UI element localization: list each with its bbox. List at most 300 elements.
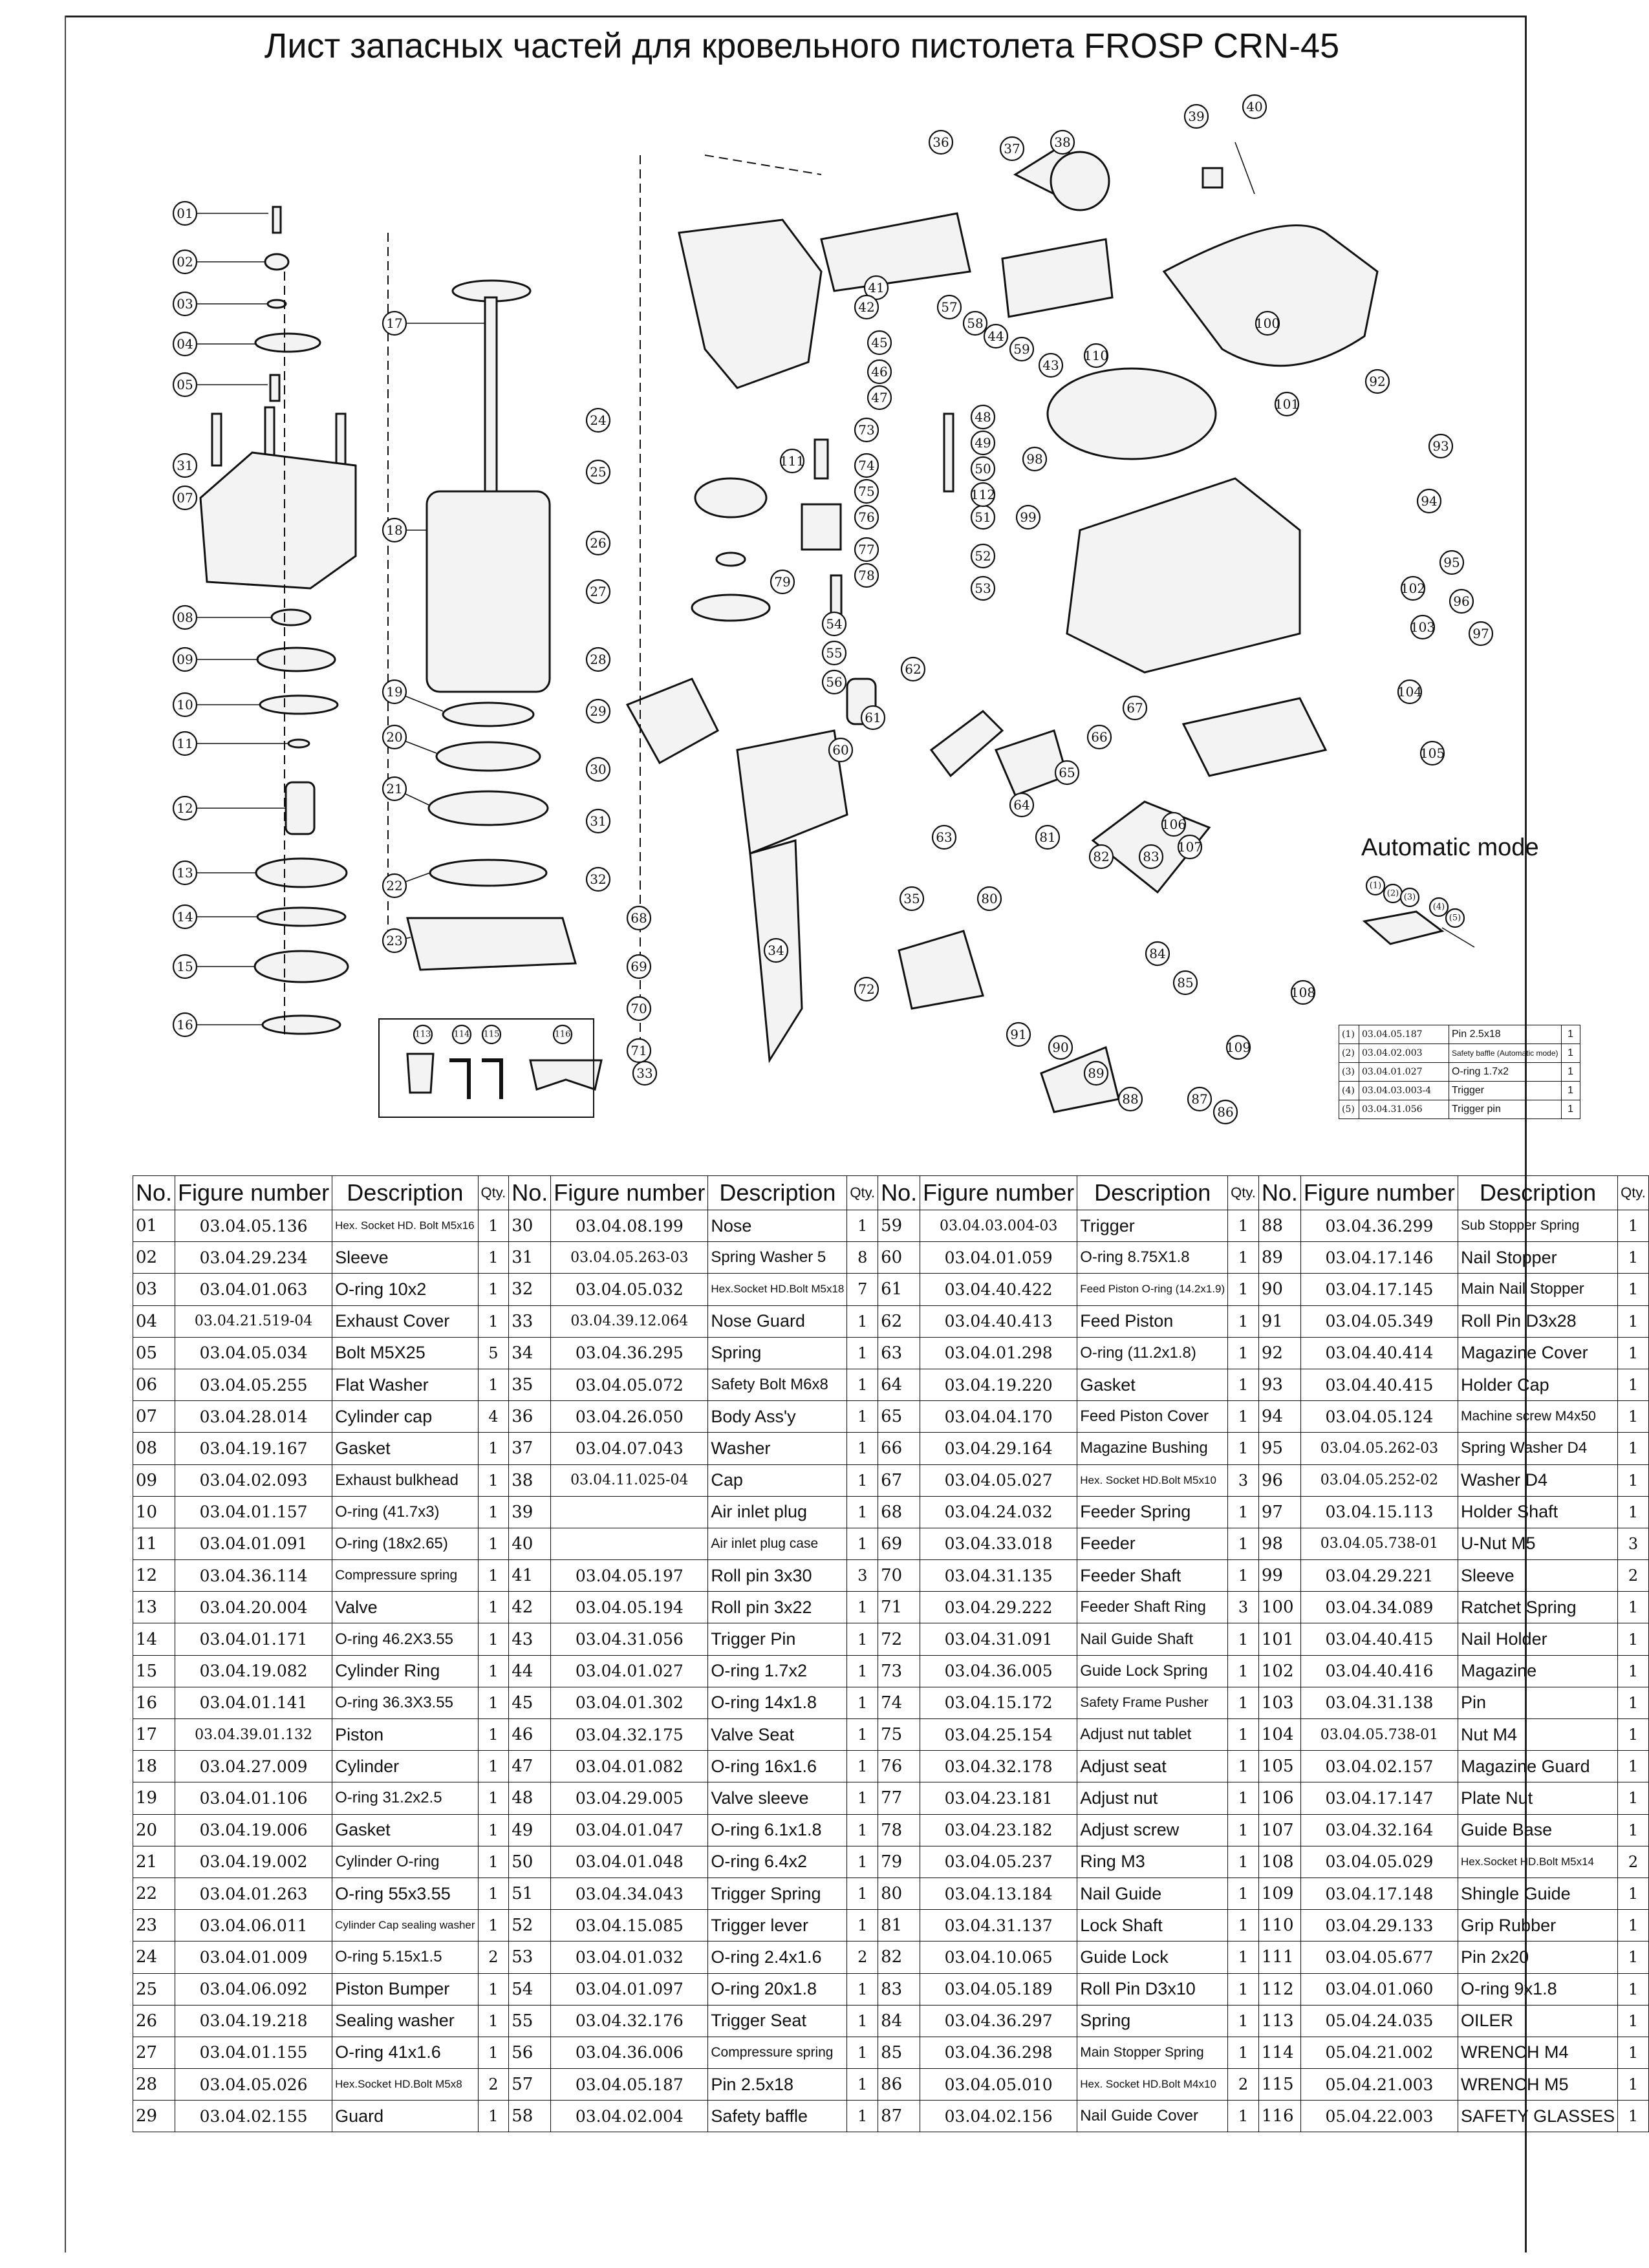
callout-02: [173, 250, 197, 273]
part-figure-cell: 03.04.20.004: [175, 1592, 332, 1623]
callout-52: [971, 544, 995, 568]
table-row: [133, 1528, 1649, 1559]
part-no-cell: 37: [509, 1433, 551, 1464]
callout-19: [383, 680, 406, 703]
callout-57: [938, 295, 961, 319]
svg-text:05: 05: [177, 377, 193, 392]
header-qty: Qty.: [1228, 1176, 1259, 1210]
auto-mode-cell-qty: 1: [1561, 1025, 1580, 1044]
callout-89: [1084, 1062, 1108, 1085]
callout-24: [587, 409, 610, 432]
part-description-cell: Sealing washer: [332, 2005, 478, 2037]
svg-text:25: 25: [590, 464, 607, 480]
callout-48: [971, 405, 995, 429]
header-qty: Qty.: [1618, 1176, 1649, 1210]
part-no-cell: 01: [133, 1210, 175, 1242]
part-description-cell: Hex.Socket HD.Bolt M5x18: [708, 1274, 847, 1305]
part-qty-cell: 7: [847, 1274, 878, 1305]
auto-mode-row: [1339, 1082, 1580, 1100]
part-description-cell: Lock Shaft: [1077, 1910, 1228, 1942]
svg-text:87: 87: [1191, 1091, 1208, 1107]
part-no-cell: 02: [133, 1242, 175, 1274]
auto-mode-cell-description: Safety baffle (Automatic mode): [1449, 1044, 1562, 1063]
part-no-cell: 19: [133, 1782, 175, 1814]
part-qty-cell: 2: [1228, 2069, 1259, 2101]
part-description-cell: O-ring (18x2.65): [332, 1528, 478, 1559]
part-description-cell: Guide Lock: [1077, 1942, 1228, 1973]
svg-text:(1): (1): [1369, 881, 1382, 891]
part-description-cell: Grip Rubber: [1458, 1910, 1618, 1942]
part-no-cell: 108: [1258, 1846, 1300, 1878]
callout-92: [1366, 370, 1389, 393]
part-qty-cell: 1: [1618, 1210, 1649, 1242]
part-no-cell: 99: [1258, 1560, 1300, 1592]
svg-text:20: 20: [386, 729, 403, 745]
part-qty-cell: 1: [1618, 1369, 1649, 1400]
part-no-cell: 69: [878, 1528, 920, 1559]
part-figure-cell: 03.04.01.027: [551, 1655, 708, 1687]
svg-text:17: 17: [386, 316, 403, 331]
table-row: [133, 1878, 1649, 1909]
part-no-cell: 115: [1258, 2069, 1300, 2101]
part-description-cell: Guard: [332, 2101, 478, 2132]
automatic-mode-table: [1339, 1025, 1580, 1119]
part-figure-cell: 03.04.40.422: [920, 1274, 1077, 1305]
part-description-cell: Adjust screw: [1077, 1814, 1228, 1846]
part-qty-cell: 1: [478, 1210, 509, 1242]
part-qty-cell: 1: [1228, 1719, 1259, 1751]
svg-text:67: 67: [1126, 700, 1143, 716]
callout-10: [173, 693, 197, 716]
svg-text:40: 40: [1246, 99, 1263, 114]
part-qty-cell: 1: [847, 1751, 878, 1782]
table-row: [133, 1846, 1649, 1878]
part-qty-cell: 1: [847, 1305, 878, 1337]
part-qty-cell: 1: [1228, 1337, 1259, 1369]
part-figure-cell: 03.04.13.184: [920, 1878, 1077, 1909]
callout-85: [1174, 971, 1197, 994]
part-description-cell: Pin: [1458, 1687, 1618, 1718]
part-qty-cell: 1: [1618, 1337, 1649, 1369]
svg-text:35: 35: [903, 891, 920, 906]
part-no-cell: 28: [133, 2069, 175, 2101]
part-description-cell: O-ring (11.2x1.8): [1077, 1337, 1228, 1369]
part-no-cell: 47: [509, 1751, 551, 1782]
part-description-cell: Safety Bolt M6x8: [708, 1369, 847, 1400]
svg-text:53: 53: [975, 581, 991, 596]
part-qty-cell: 1: [1618, 2037, 1649, 2068]
part-qty-cell: 1: [478, 1305, 509, 1337]
part-qty-cell: 1: [1228, 1433, 1259, 1464]
part-qty-cell: 1: [847, 2037, 878, 2068]
part-description-cell: O-ring 55x3.55: [332, 1878, 478, 1909]
part-qty-cell: 1: [1228, 1305, 1259, 1337]
part-description-cell: Nail Guide Cover: [1077, 2101, 1228, 2132]
auto-mode-cell-no: (5): [1339, 1100, 1359, 1119]
part-qty-cell: 2: [847, 1942, 878, 1973]
part-no-cell: 35: [509, 1369, 551, 1400]
callout-105: [1420, 742, 1445, 765]
part-qty-cell: 2: [1618, 1846, 1649, 1878]
part-description-cell: Feeder Shaft Ring: [1077, 1592, 1228, 1623]
part-qty-cell: 1: [478, 1973, 509, 2005]
callout-07: [173, 486, 197, 509]
part-no-cell: 90: [1258, 1274, 1300, 1305]
part-qty-cell: 1: [847, 1655, 878, 1687]
part-no-cell: 48: [509, 1782, 551, 1814]
part-no-cell: 53: [509, 1942, 551, 1973]
magazine-cover-92-drawing: [1164, 226, 1377, 366]
svg-text:68: 68: [630, 910, 647, 926]
part-description-cell: Cylinder Ring: [332, 1655, 478, 1687]
part-qty-cell: 1: [847, 1592, 878, 1623]
part-no-cell: 84: [878, 2005, 920, 2037]
part-no-cell: 16: [133, 1687, 175, 1718]
part-no-cell: 34: [509, 1337, 551, 1369]
svg-text:07: 07: [177, 490, 193, 506]
oring-19-drawing: [443, 703, 534, 726]
table-row: [133, 1910, 1649, 1942]
part-figure-cell: 03.04.19.167: [175, 1433, 332, 1464]
part-no-cell: 27: [133, 2037, 175, 2068]
part-figure-cell: 03.04.36.298: [920, 2037, 1077, 2068]
callout-104: [1397, 680, 1422, 703]
part-description-cell: O-ring 41x1.6: [332, 2037, 478, 2068]
part-description-cell: WRENCH M5: [1458, 2069, 1618, 2101]
svg-text:55: 55: [826, 645, 843, 661]
svg-text:114: 114: [453, 1029, 470, 1040]
part-description-cell: Sleeve: [332, 1242, 478, 1274]
svg-text:08: 08: [177, 610, 193, 625]
part-description-cell: Nail Holder: [1458, 1623, 1618, 1655]
part-figure-cell: 03.04.17.146: [1300, 1242, 1458, 1274]
callout-49: [971, 431, 995, 455]
svg-text:86: 86: [1217, 1104, 1234, 1120]
svg-text:104: 104: [1397, 684, 1423, 700]
auto-callout-4: [1430, 898, 1448, 916]
callout-107: [1178, 835, 1202, 859]
svg-text:29: 29: [590, 703, 607, 719]
auto-mode-cell-no: (2): [1339, 1044, 1359, 1063]
svg-text:54: 54: [826, 616, 843, 632]
svg-text:(3): (3): [1403, 892, 1416, 903]
callout-98: [1023, 447, 1046, 471]
part-figure-cell: 03.04.01.171: [175, 1623, 332, 1655]
part-figure-cell: 03.04.04.170: [920, 1401, 1077, 1433]
part-description-cell: Ring M3: [1077, 1846, 1228, 1878]
svg-text:42: 42: [858, 299, 875, 315]
svg-text:101: 101: [1274, 396, 1300, 412]
part-no-cell: 12: [133, 1560, 175, 1592]
callout-08: [173, 606, 197, 629]
svg-text:44: 44: [987, 328, 1004, 344]
part-no-cell: 112: [1258, 1973, 1300, 2005]
part-figure-cell: 03.04.06.011: [175, 1910, 332, 1942]
part-figure-cell: 03.04.29.164: [920, 1433, 1077, 1464]
part-figure-cell: 03.04.05.027: [920, 1464, 1077, 1496]
svg-text:99: 99: [1020, 509, 1037, 525]
part-qty-cell: 1: [1228, 1751, 1259, 1782]
part-no-cell: 42: [509, 1592, 551, 1623]
callout-42: [855, 295, 878, 319]
header-no: No.: [133, 1176, 175, 1210]
part-qty-cell: 1: [1618, 1242, 1649, 1274]
part-qty-cell: 1: [1618, 1464, 1649, 1496]
part-figure-cell: 03.04.31.056: [551, 1623, 708, 1655]
callout-73: [855, 418, 878, 442]
nail-guide-cover-87-drawing: [1041, 1047, 1119, 1112]
part-description-cell: Nail Guide: [1077, 1878, 1228, 1909]
bolt-right-drawing: [336, 414, 345, 465]
part-figure-cell: 03.04.19.002: [175, 1846, 332, 1878]
oring-11-drawing: [288, 740, 309, 747]
svg-text:02: 02: [177, 254, 193, 270]
part-no-cell: 55: [509, 2005, 551, 2037]
part-no-cell: 107: [1258, 1814, 1300, 1846]
svg-text:14: 14: [177, 909, 193, 925]
part-qty-cell: 1: [478, 1782, 509, 1814]
callout-110: [1084, 344, 1108, 367]
part-figure-cell: [551, 1496, 708, 1528]
svg-text:62: 62: [905, 661, 921, 677]
part-no-cell: 103: [1258, 1687, 1300, 1718]
part-figure-cell: 03.04.34.043: [551, 1878, 708, 1909]
part-figure-cell: 03.04.36.005: [920, 1655, 1077, 1687]
part-no-cell: 36: [509, 1401, 551, 1433]
bolt-left-drawing: [212, 414, 221, 465]
callout-91: [1007, 1023, 1030, 1046]
callout-80: [978, 887, 1001, 910]
part-no-cell: 66: [878, 1433, 920, 1464]
part-no-cell: 102: [1258, 1655, 1300, 1687]
part-no-cell: 98: [1258, 1528, 1300, 1559]
callout-03: [173, 292, 197, 316]
part-description-cell: Hex.Socket HD.Bolt M5x14: [1458, 1846, 1618, 1878]
part-description-cell: Piston: [332, 1719, 478, 1751]
part-no-cell: 89: [1258, 1242, 1300, 1274]
callout-106: [1161, 813, 1186, 836]
part-no-cell: 18: [133, 1751, 175, 1782]
part-qty-cell: 1: [478, 2037, 509, 2068]
part-description-cell: O-ring 8.75X1.8: [1077, 1242, 1228, 1274]
auto-mode-cell-no: (4): [1339, 1082, 1359, 1100]
part-figure-cell: 03.04.40.413: [920, 1305, 1077, 1337]
svg-text:94: 94: [1421, 493, 1438, 509]
svg-text:16: 16: [177, 1017, 193, 1032]
part-description-cell: Spring Washer 5: [708, 1242, 847, 1274]
part-qty-cell: 1: [478, 1242, 509, 1274]
part-qty-cell: 1: [1228, 1782, 1259, 1814]
svg-text:79: 79: [774, 574, 791, 590]
svg-text:76: 76: [858, 509, 875, 525]
callout-47: [868, 386, 891, 409]
piston-cylinder-drawing: [388, 233, 576, 970]
part-no-cell: 74: [878, 1687, 920, 1718]
svg-text:75: 75: [858, 484, 875, 499]
part-description-cell: Piston Bumper: [332, 1973, 478, 2005]
oring-10-drawing: [260, 696, 338, 714]
part-qty-cell: 1: [1228, 2037, 1259, 2068]
table-row: [133, 1623, 1649, 1655]
part-description-cell: Adjust seat: [1077, 1751, 1228, 1782]
part-qty-cell: 1: [847, 2101, 878, 2132]
part-description-cell: Guide Base: [1458, 1814, 1618, 1846]
auto-mode-cell-figure: 03.04.05.187: [1359, 1025, 1449, 1044]
part-figure-cell: 03.04.05.197: [551, 1560, 708, 1592]
part-no-cell: 15: [133, 1655, 175, 1687]
part-description-cell: Magazine: [1458, 1655, 1618, 1687]
part-no-cell: 60: [878, 1242, 920, 1274]
part-no-cell: 104: [1258, 1719, 1300, 1751]
part-figure-cell: 03.04.31.091: [920, 1623, 1077, 1655]
part-figure-cell: 03.04.39.01.132: [175, 1719, 332, 1751]
part-description-cell: Trigger Seat: [708, 2005, 847, 2037]
callout-28: [587, 648, 610, 671]
callout-75: [855, 480, 878, 503]
part-no-cell: 105: [1258, 1751, 1300, 1782]
part-qty-cell: 1: [847, 2005, 878, 2037]
svg-text:49: 49: [975, 435, 991, 451]
part-qty-cell: 2: [478, 2069, 509, 2101]
part-qty-cell: 1: [1618, 1814, 1649, 1846]
table-row: [133, 1655, 1649, 1687]
header-description: Description: [1077, 1176, 1228, 1210]
callout-31a: [173, 454, 197, 477]
part-no-cell: 17: [133, 1719, 175, 1751]
part-figure-cell: 03.04.01.298: [920, 1337, 1077, 1369]
part-no-cell: 49: [509, 1814, 551, 1846]
svg-text:22: 22: [386, 878, 403, 893]
part-description-cell: Nail Stopper: [1458, 1242, 1618, 1274]
table-row: [133, 1782, 1649, 1814]
part-no-cell: 21: [133, 1846, 175, 1878]
part-no-cell: 29: [133, 2101, 175, 2132]
part-description-cell: Exhaust bulkhead: [332, 1464, 478, 1496]
part-qty-cell: 1: [847, 1846, 878, 1878]
part-description-cell: Hex.Socket HD.Bolt M5x8: [332, 2069, 478, 2101]
part-qty-cell: 1: [478, 1846, 509, 1878]
part-description-cell: Pin 2.5x18: [708, 2069, 847, 2101]
part-figure-cell: 03.04.05.032: [551, 1274, 708, 1305]
part-no-cell: 113: [1258, 2005, 1300, 2037]
auto-callout-1: [1366, 877, 1385, 895]
part-figure-cell: 03.04.17.148: [1300, 1878, 1458, 1909]
svg-text:18: 18: [386, 522, 403, 538]
callout-12: [173, 797, 197, 820]
part-description-cell: WRENCH M4: [1458, 2037, 1618, 2068]
part-no-cell: 39: [509, 1496, 551, 1528]
callout-46: [868, 360, 891, 383]
svg-text:04: 04: [177, 336, 193, 352]
svg-text:27: 27: [590, 584, 607, 599]
part-no-cell: 59: [878, 1210, 920, 1242]
svg-text:102: 102: [1400, 581, 1426, 596]
part-description-cell: O-ring 20x1.8: [708, 1973, 847, 2005]
table-row: [133, 1337, 1649, 1369]
gasket-20-drawing: [436, 742, 540, 771]
part-figure-cell: 03.04.06.092: [175, 1973, 332, 2005]
part-figure-cell: 03.04.19.220: [920, 1369, 1077, 1400]
part-figure-cell: 03.04.36.006: [551, 2037, 708, 2068]
auto-mode-cell-no: (3): [1339, 1063, 1359, 1082]
svg-text:81: 81: [1039, 829, 1056, 845]
part-figure-cell: 03.04.01.106: [175, 1782, 332, 1814]
part-description-cell: Nose Guard: [708, 1305, 847, 1337]
part-qty-cell: 1: [478, 1433, 509, 1464]
svg-text:24: 24: [590, 412, 607, 428]
part-no-cell: 38: [509, 1464, 551, 1496]
part-qty-cell: 1: [1618, 1496, 1649, 1528]
part-qty-cell: 1: [1228, 1528, 1259, 1559]
part-qty-cell: 1: [847, 1369, 878, 1400]
svg-text:47: 47: [871, 390, 888, 405]
part-qty-cell: 1: [478, 1496, 509, 1528]
part-qty-cell: 1: [847, 1719, 878, 1751]
part-qty-cell: 1: [847, 1464, 878, 1496]
callout-32: [587, 868, 610, 891]
svg-text:09: 09: [177, 652, 193, 667]
table-row: [133, 1210, 1649, 1242]
part-description-cell: Trigger lever: [708, 1910, 847, 1942]
part-figure-cell: 03.04.40.414: [1300, 1337, 1458, 1369]
part-qty-cell: 1: [1228, 1496, 1259, 1528]
callout-82: [1090, 845, 1113, 868]
part-qty-cell: 1: [1228, 1242, 1259, 1274]
part-description-cell: O-ring 14x1.8: [708, 1687, 847, 1718]
part-qty-cell: 1: [1228, 1846, 1259, 1878]
svg-text:115: 115: [483, 1029, 500, 1040]
sealing-washer-23-drawing: [407, 918, 576, 970]
part-figure-cell: 03.04.02.156: [920, 2101, 1077, 2132]
svg-text:10: 10: [177, 697, 193, 712]
grip-rubber-110-drawing: [1002, 239, 1112, 317]
part-description-cell: Feeder Spring: [1077, 1496, 1228, 1528]
svg-text:01: 01: [177, 206, 193, 221]
part-qty-cell: 1: [1618, 1655, 1649, 1687]
callout-70: [627, 997, 651, 1020]
part-figure-cell: 03.04.05.124: [1300, 1401, 1458, 1433]
callout-31: [587, 809, 610, 833]
oring-03-drawing: [268, 300, 286, 308]
part-qty-cell: 1: [1228, 1274, 1259, 1305]
svg-text:63: 63: [936, 829, 953, 845]
part-qty-cell: 1: [1618, 1433, 1649, 1464]
svg-text:88: 88: [1122, 1091, 1139, 1107]
part-no-cell: 41: [509, 1560, 551, 1592]
part-no-cell: 22: [133, 1878, 175, 1909]
svg-text:59: 59: [1013, 341, 1030, 357]
part-figure-cell: 03.04.29.222: [920, 1592, 1077, 1623]
cylinder-18-drawing: [427, 491, 550, 692]
callout-14: [173, 905, 197, 928]
part-qty-cell: 1: [1228, 1878, 1259, 1909]
part-no-cell: 82: [878, 1942, 920, 1973]
handle-drawing: [821, 213, 970, 291]
part-figure-cell: 03.04.01.047: [551, 1814, 708, 1846]
part-qty-cell: 1: [1228, 2101, 1259, 2132]
part-no-cell: 03: [133, 1274, 175, 1305]
svg-text:12: 12: [177, 800, 193, 816]
callout-05: [173, 373, 197, 396]
part-qty-cell: 1: [1618, 2005, 1649, 2037]
part-figure-cell: 03.04.15.172: [920, 1687, 1077, 1718]
part-qty-cell: 1: [478, 2005, 509, 2037]
part-no-cell: 11: [133, 1528, 175, 1559]
auto-mode-cell-figure: 03.04.31.056: [1359, 1100, 1449, 1119]
part-qty-cell: 1: [478, 1719, 509, 1751]
callout-27: [587, 580, 610, 603]
part-qty-cell: 1: [1228, 1210, 1259, 1242]
